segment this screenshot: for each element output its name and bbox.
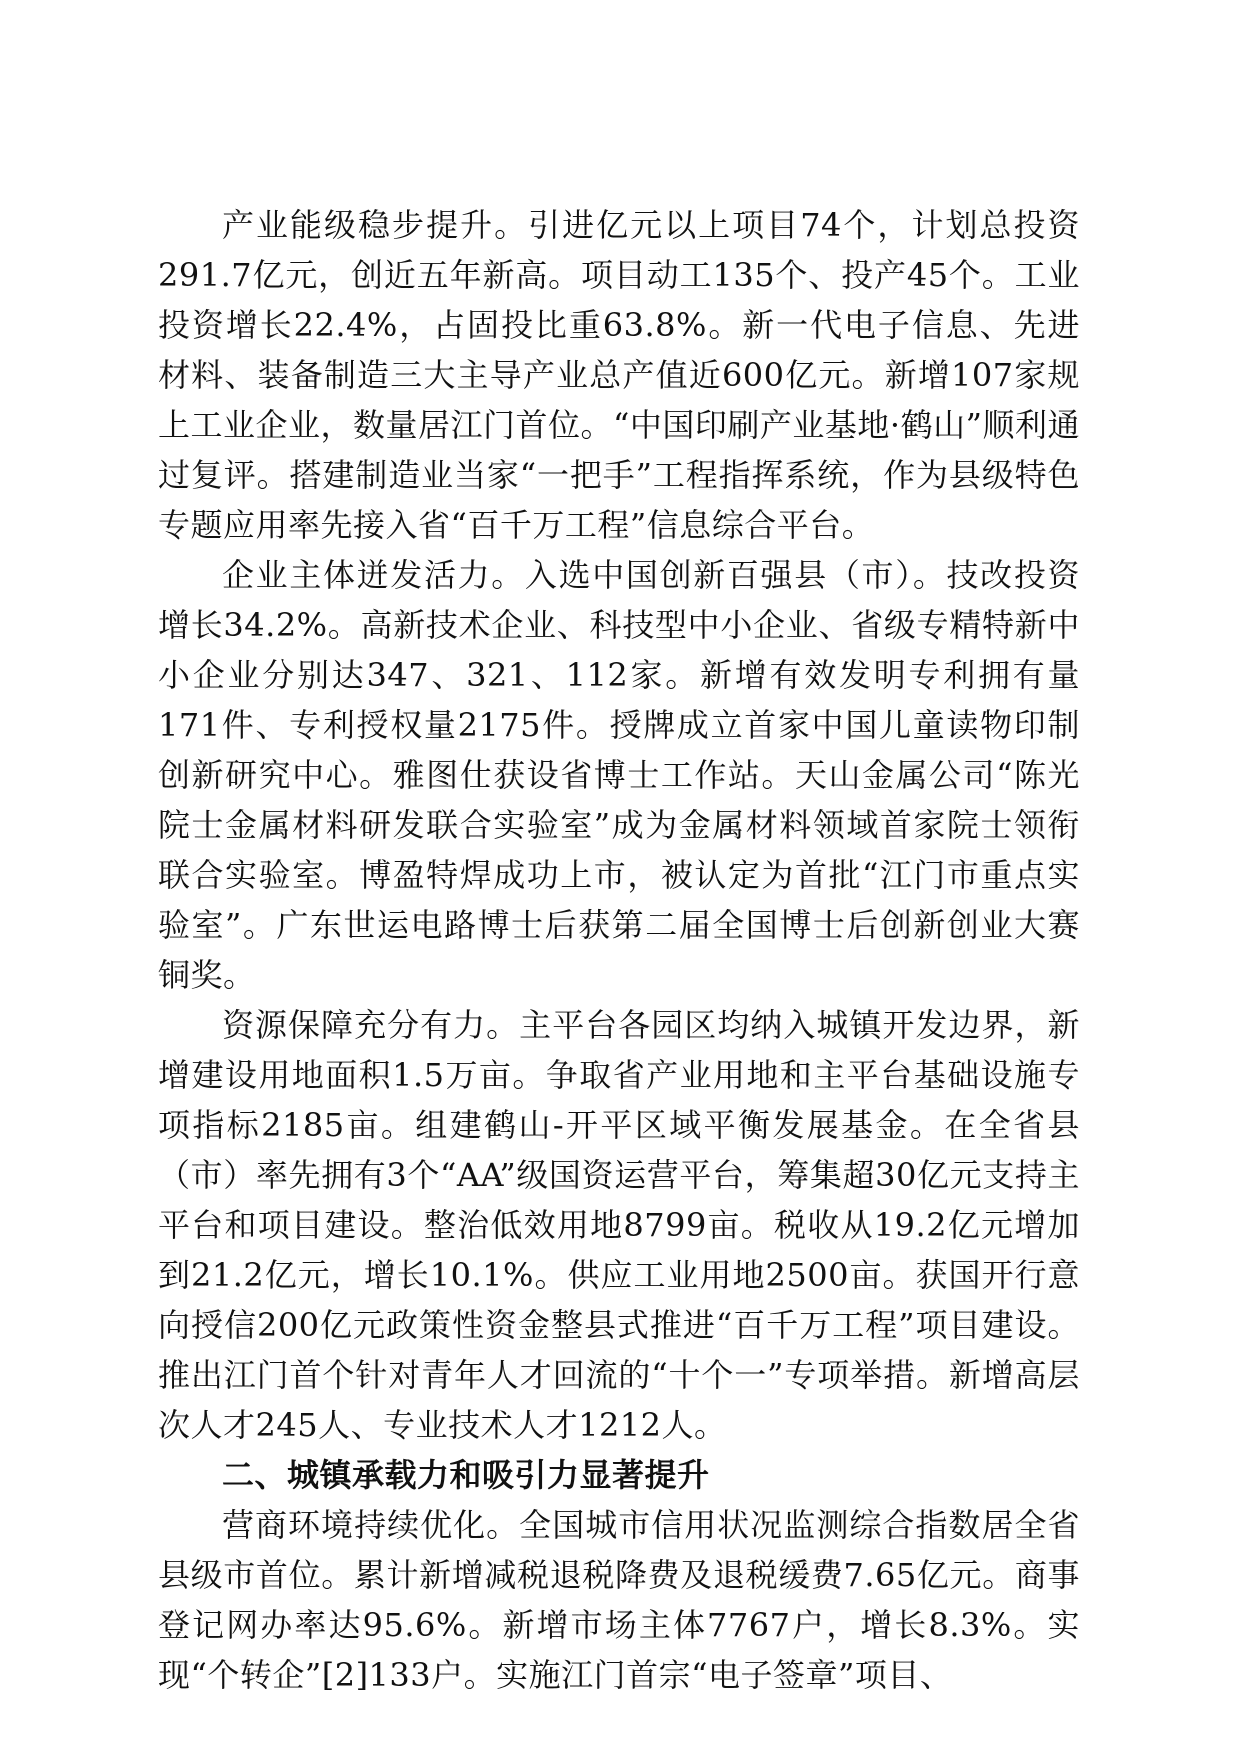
document-body (158, 200, 1080, 1700)
paragraph-enterprise-vitality: 企业主体迸发活力。入选中国创新百强县（市）。技改投资增长34.2%。高新技术企业、科技型中小企业、省级专精特新中小企业分别达347、321、112家。新增有效发明专利拥有量171件、专利授权量2175件。授牌成立首家中国儿童读物印制创新研究中心。雅图仕获设省博士工作站。天山金属公司“陈光院士金属材料研发联合实验室”成为金属材料领域首家院士领衔联合实验室。博盈特焊成功上市，被认定为首批“江门市重点实验室”。广东世运电路博士后获第二届全国博士后创新创业大赛铜奖。 (158, 556, 1080, 994)
paragraph-industry-level: 产业能级稳步提升。引进亿元以上项目74个，计划总投资291.7亿元，创近五年新高。项目动工135个、投产45个。工业投资增长22.4%，占固投比重63.8%。新一代电子信息、先进材料、装备制造三大主导产业总产值近600亿元。新增107家规上工业企业，数量居江门首位。“中国印刷产业基地·鹤山”顺利通过复评。搭建制造业当家“一把手”工程指挥系统，作为县级特色专题应用率先接入省“百千万工程”信息综合平台。 (158, 206, 1080, 544)
paragraph-resource-guarantee: 资源保障充分有力。主平台各园区均纳入城镇开发边界，新增建设用地面积1.5万亩。争取省产业用地和主平台基础设施专项指标2185亩。组建鹤山-开平区域平衡发展基金。在全省县（市）率先拥有3个“AA”级国资运营平台，筹集超30亿元支持主平台和项目建设。整治低效用地8799亩。税收从19.2亿元增加到21.2亿元，增长10.1%。供应工业用地2500亩。获国开行意向授信200亿元政策性资金整县式推进“百千万工程”项目建设。推出江门首个针对青年人才回流的“十个一”专项举措。新增高层次人才245人、专业技术人才1212人。 (158, 1006, 1080, 1444)
paragraph-business-environment: 营商环境持续优化。全国城市信用状况监测综合指数居全省县级市首位。累计新增减税退税降费及退税缓费7.65亿元。商事登记网办率达95.6%。新增市场主体7767户，增长8.3%。实现“个转企”[2]133户。实施江门首宗“电子签章”项目、 (158, 1506, 1080, 1694)
section-heading: 二、城镇承载力和吸引力显著提升 (222, 1456, 710, 1494)
